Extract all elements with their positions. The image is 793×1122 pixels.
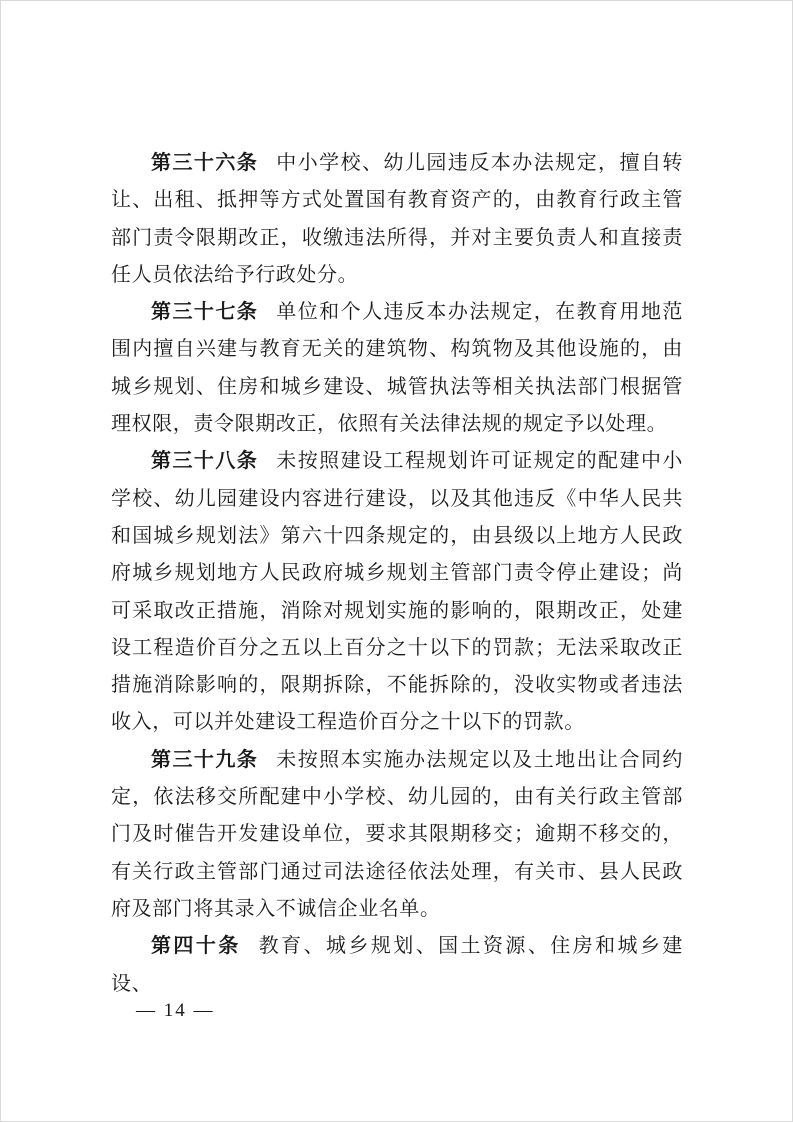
article-text: 未按照建设工程规划许可证规定的配建中小学校、幼儿园建设内容进行建设，以及其他违反《中华人民共和国城乡规划法》第六十四条规定的，由县级以上地方人民政府城乡规划地方人民政府城乡规划主管部门责令停止建设；尚可采取改正措施，消除对规划实施的影响的，限期改正，处建设工程造价百分之五以上百分之十以下的罚款；无法采取改正措施消除影响的，限期拆除，不能拆除的，没收实物或者违法收入，可以并处建设工程造价百分之十以下的罚款。 (111, 448, 683, 734)
article-heading: 第三十七条 (151, 299, 259, 324)
article-text: 单位和个人违反本办法规定，在教育用地范围内擅自兴建与教育无关的建筑物、构筑物及其他设施的，由城乡规划、住房和城乡建设、城管执法等相关执法部门根据管理权限，责令限期改正，依照有关法律法规的规定予以处理。 (111, 299, 683, 436)
article-40 (111, 927, 683, 1002)
article-text: 教育、城乡规划、国土资源、住房和城乡建设、 (111, 933, 683, 995)
article-text: 未按照本实施办法规定以及土地出让合同约定，依法移交所配建中小学校、幼儿园的，由有关行政主管部门及时催告开发建设单位，要求其限期移交；逾期不移交的，有关行政主管部门通过司法途径依法处理，有关市、县人民政府及部门将其录入不诚信企业名单。 (111, 746, 683, 920)
article-heading: 第四十条 (151, 933, 241, 958)
article-heading: 第三十八条 (151, 448, 259, 473)
article-heading: 第三十六条 (151, 150, 259, 174)
article-heading: 第三十九条 (151, 746, 259, 771)
page-number: — 14 — (136, 1000, 215, 1021)
article-37 (111, 293, 683, 442)
article-36 (111, 144, 683, 293)
document-body (111, 144, 683, 1002)
article-38 (111, 442, 683, 740)
article-text: 中小学校、幼儿园违反本办法规定，擅自转让、出租、抵押等方式处置国有教育资产的，由教育行政主管部门责令限期改正，收缴违法所得，并对主要负责人和直接责任人员依法给予行政处分。 (111, 150, 683, 286)
article-39 (111, 741, 683, 927)
